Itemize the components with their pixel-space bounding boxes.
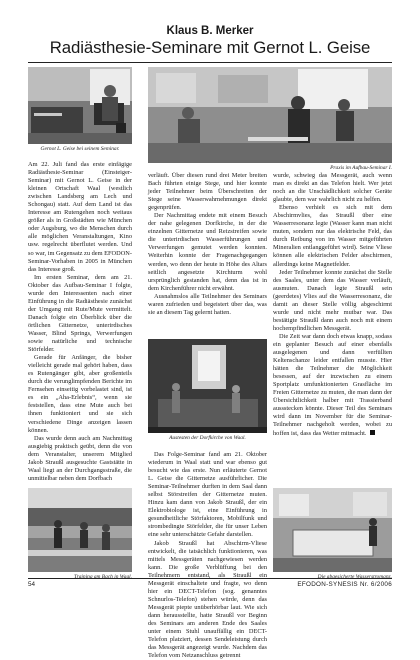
paragraph: Ausnahmslos alle Teilnehmer des Seminars waren zufrieden und begeistert über das, was sie an diesem Tag gelernt hatten. <box>148 292 267 316</box>
caption-practice-session: Praxis im Aufbau-Seminar I. <box>330 165 392 171</box>
paragraph: Gerade für Anfänger, die bisher vielleicht gerade mal gehört haben, dass es Rutengänger gibt, aber großenteils durch die verunglimpfenden Berichte im Fernsehen einseitig vorbelastet sind, ist es ein „Aha-Erlebnis“, wenn sie feststellen, dass eine Mute auch bei ihnen funktioniert und sie sich verschiedene Dinge anzeigen lassen können. <box>28 354 132 434</box>
paragraph: Ebenso verhielt es sich mit dem Abschirmvlies, das Straußl über eine Wasserresonanz legte (Wasser kann man nicht muten, sondern nur das elektrische Feld, das durch Reibung von im Wasser mitgeführten Mineralien entlanggeführt wird). Seine Vliese können alle elektrischen Felder abschirmen, allerdings keine Magnetfelder. <box>273 204 392 268</box>
caption-training-brook: Training am Bach in Waal. <box>73 574 132 580</box>
caption-seminar-leader: Gernot L. Geise bei seinem Seminar. <box>40 146 120 152</box>
article-title: Radiästhesie-Seminare mit Gernot L. Geise <box>49 38 371 57</box>
text-column-middle-top <box>148 172 267 317</box>
text-column-middle-bottom <box>148 451 267 660</box>
photo-practice-session <box>148 67 392 163</box>
journal-issue: EFODON-SYNESIS Nr. 6/2006 <box>297 581 392 588</box>
photo-training-brook-image <box>28 488 132 572</box>
page-number: 54 <box>28 581 36 588</box>
photo-shielded-water <box>273 488 392 572</box>
paragraph: Der Nachmittag endete mit einem Besuch der nahe gelegenen Dorfkirche, in der die einzelnen Gitternetze und Reizstreifen sowie die unterirdischen Wasserführungen und Verwerfungen gemutet werden konnten. Weiterhin konnte der Fragenachgegangen werden, wo denn der heute in Höhe des Altars seitlich angesetzte Kirchturm wohl ursprünglich gestanden hat, denn das ist in dem Kirchenführer nicht erwähnt. <box>148 212 267 292</box>
photo-shielded-water-image <box>273 488 392 572</box>
caption-village-church: Austesten der Dorfkirche von Waal. <box>169 435 246 441</box>
article-author: Klaus B. Merker <box>166 25 254 37</box>
text-column-right <box>273 172 392 438</box>
paragraph: Das Folge-Seminar fand am 21. Oktober wiederum in Waal statt und war ebenso gut besucht wie das erste. Nun erläuterte Gernot L. Geise die Gitternetze ausführlicher. Die Seminar-Teilnehmer durften in dem Saal dann selbst Störstreifen der Gitternetze muten. Hinzu kam dann von Jakob Straußl, der ein Elektrobiologe ist, eine Einführung in gesundheitliche Störfaktoren, Mobilfunk und strombedingte Störfelder, die für unser Leben eine sehr unterschätzte Gefahr darstellen. <box>148 451 267 539</box>
end-of-article-marker <box>370 430 375 435</box>
paragraph: Am 22. Juli fand das erste einfägige Radiästhesie-Seminar (Einsteiger-Seminar) mit Gernot L. Geise in der kleinen Ortschaft Waal (westlich zwischen Landsberg am Lech und Schongau) statt. Auf dem Land ist das Interesse am Rutengehen noch weitaus größer als in Großstädten wie München oder Augsburg, wo die Menschen durch alle möglichen Veranstaltungen, Kino usw. regelrecht überflutet werden. Und so war, im Gegensatz zu dem EFODON-Seminar-Vorhaben in 2005 in München das Interesse groß. <box>28 161 132 273</box>
text-column-left <box>28 161 132 483</box>
photo-practice-session-image <box>148 67 392 163</box>
paragraph: Die Zeit war dann doch etwas knapp, sodass ein geplanter Besuch auf einer ebenfalls ausgelegenen und dann verfüllten Keltenschanze leider entfallen musste. Hier hätten die Teilnehmer die Möglichkeit besessen, auf der inzwischen zu einem Sportplatz umfunktionierten Grasfläche im Freien Gitternetze zu muten, die man dann der Übersichtlichkeit halber mit Trassierband aussstecken könnte. Dieser Teil des Seminars wird dann im November für die Seminar-Teilnehmer nachgeholt werden, wobei zu hoffen ist, dass das Wetter mitmacht. <box>273 332 392 437</box>
paragraph: Das wurde denn auch am Nachmittag ausgiebig praktisch geübt, denn die von dem Veranstalter, unserem Mitglied Jakob Straußl ausgesuchte Gaststätte in Waal liegt an der Durchgangsstraße, die unmittelbar neben dem Dorfbach <box>28 434 132 482</box>
paragraph: wurde, schwieg das Messgerät, auch wenn man es direkt an das Telefon hielt. Wer jetzt noch an die Unschädlichkeit solcher Geräte glaubte, dem war wahrlich nicht zu helfen. <box>273 172 392 204</box>
paragraph: Im ersten Seminar, dem am 21. Oktober das Aufbau-Seminar I folgte, wurde den Interessenten nach einer Einführung in die Radiästhesie zunächst der Umgang mit Rute/Mute vermittelt. Danach folgte ein Überblick über die örtlichen Gitternetze, unterirdisches Wasser, Blind Springs, Verwerfungen sowie natürliche und technische Störfelder. <box>28 273 132 354</box>
caption-shielded-water: Die abgesicherte Wasserstromanz. <box>317 574 392 580</box>
photo-seminar-leader-image <box>28 67 132 144</box>
paragraph: Jeder Teilnehmer konnte zunächst die Stelle des Saales, unter dem das Wasser verläuft, ausmuten. Danach legte Straußl sein (geerdetes) Vlies auf die Wasserresonanz, die damit an dieser Stelle völlig abgeschirmt wurde und nicht mehr mutbar war. Das bestätigte Straußl dann auch noch mit einem hochempfindlichen Messgerät. <box>273 268 392 332</box>
footer-rule <box>28 578 392 579</box>
title-rule <box>28 62 392 63</box>
paragraph: Jakob Straußl hat Abschirm-Vliese entwickelt, die tatsächlich funktionieren, was mittels Messgeräten nachgewiesen werden kann. Die große Verblüffung bei den Teilnehmern entstand, als Straußl ein Messgerät einschaltete und fragte, wo denn hier ein DECT-Telefon (sog. genanntes Schnurlos-Telefon) stehen würde, denn das Messgerät piepte unüberhörbar laut. Wie sich dann herausstellte, hatte Straußl vor Beginn des Seminars am anderen Ende des Saales unter einem Stuhl unauffällig ein DECT-Telefon platziert, dessen Sendeleistung durch das Messgerät angezeigt wurde. Nachdem das Telefon vom Netzanschluss getrennt <box>148 539 267 660</box>
photo-village-church <box>148 339 267 433</box>
photo-village-church-image <box>148 339 267 433</box>
paragraph: verläuft. Über diesen rund drei Meter breiten Bach führten einige Stege, und hier konnte jeder Teilnehmer beim Überschreiten der Stege seine Wasserwahrnehmungen direkt gegenprüfen. <box>148 172 267 212</box>
photo-training-brook <box>28 488 132 572</box>
photo-seminar-leader <box>28 67 132 144</box>
